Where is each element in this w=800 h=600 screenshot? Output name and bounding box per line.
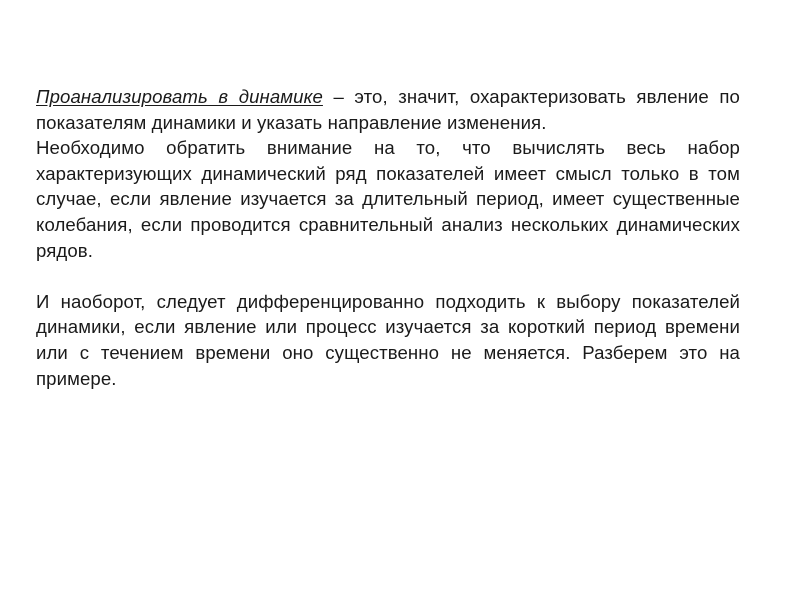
defined-term: Проанализировать в динамике (36, 86, 323, 107)
conversely-paragraph: И наоборот, следует дифференцированно подходить к выбору показателей динамики, если явление или процесс изучается за короткий период времени или с течением времени оно существенно не меняется. Разберем это на примере. (36, 290, 740, 389)
definition-paragraph (36, 84, 740, 135)
paragraph-spacer (36, 263, 740, 289)
definition-text: – это, значит, охарактеризовать явление по показателям динамики и указать направление изменения. (36, 86, 740, 133)
note-paragraph: Необходимо обратить внимание на то, что вычислять весь набор характеризующих динамический ряд показателей имеет смысл только в том случае, если явление изучается за длительный период, имеет существенные колебания, если проводится сравнительный анализ нескольких динамических рядов. (36, 137, 740, 261)
text-block (36, 84, 740, 391)
